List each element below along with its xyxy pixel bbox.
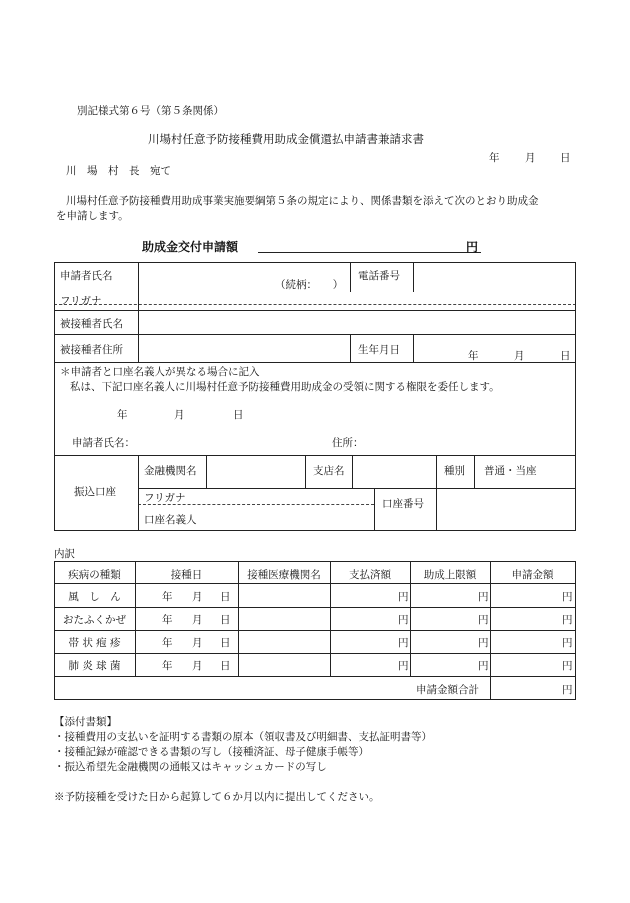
attachments-title: 【添付書類】: [54, 716, 117, 728]
header-disease: 疾病の種類: [68, 569, 121, 581]
amount-input[interactable]: [258, 236, 458, 252]
intro-line-2: を申請します。: [56, 210, 129, 222]
disease-rubella: 風 し ん: [68, 591, 121, 603]
branch-label: 支店名: [313, 465, 345, 477]
phone-label: 電話番号: [358, 270, 400, 282]
row-paid-unit: 円: [398, 591, 409, 603]
account-number-field[interactable]: [438, 490, 572, 528]
attachment-item: ・接種費用の支払いを証明する書類の原本（領収書及び明細書、支払証明書等）: [54, 731, 432, 743]
vaccinee-address-label: 被接種者住所: [60, 344, 123, 356]
date-day-label: 日: [560, 152, 571, 164]
bank-account-label: 振込口座: [74, 486, 116, 498]
account-number-label: 口座番号: [382, 498, 424, 510]
institution-label: 金融機関名: [144, 465, 197, 477]
row-request-unit: 円: [562, 660, 573, 672]
delegation-address: 住所：: [332, 437, 364, 449]
vaccinee-name-label: 被接種者氏名: [60, 318, 123, 330]
row-paid-unit: 円: [398, 637, 409, 649]
header-limit: 助成上限額: [423, 569, 477, 581]
submission-note: ※予防接種を受けた日から起算して６か月以内に提出してください。: [54, 791, 380, 803]
delegation-month: 月: [174, 409, 185, 421]
date-year-label: 年: [489, 152, 500, 164]
attachment-item: ・振込希望先金融機関の通帳又はキャッシュカードの写し: [54, 761, 327, 773]
account-type-label: 種別: [444, 465, 465, 477]
row-request-unit: 円: [562, 591, 573, 603]
account-holder-label: 口座名義人: [144, 514, 197, 526]
addressee: 川 場 村 長 宛て: [66, 165, 171, 177]
header-date: 接種日: [170, 569, 203, 581]
disease-mumps: おたふくかぜ: [63, 614, 126, 626]
row-day: 日: [220, 660, 231, 672]
form-number: 別記様式第６号（第５条関係）: [77, 105, 224, 117]
delegation-applicant-name: 申請者氏名：: [72, 437, 135, 449]
disease-shingles: 帯 状 疱 疹: [68, 637, 121, 649]
birth-month-label: 月: [514, 350, 525, 362]
row-year: 年: [162, 614, 173, 626]
bank-furigana-label: フリガナ: [144, 492, 186, 504]
breakdown-caption: 内訳: [54, 548, 75, 560]
delegation-text: 私は、下記口座名義人に川場村任意予防接種費用助成金の受領に関する権限を委任します。: [70, 381, 500, 393]
row-day: 日: [220, 637, 231, 649]
row-limit-unit: 円: [478, 660, 489, 672]
row-request-unit: 円: [562, 637, 573, 649]
birth-day-label: 日: [560, 350, 571, 362]
amount-label: 助成金交付申請額: [142, 240, 239, 254]
amount-underline: [258, 252, 481, 253]
row-month: 月: [192, 591, 203, 603]
birth-year-label: 年: [468, 350, 479, 362]
phone-field[interactable]: [416, 264, 572, 292]
applicant-name-label: 申請者氏名: [60, 270, 113, 282]
intro-line-1: 川場村任意予防接種費用助成事業実施要綱第５条の規定により、関係書類を添えて次のとおり助成金: [66, 195, 539, 207]
row-paid-unit: 円: [398, 614, 409, 626]
applicant-name-field[interactable]: [140, 264, 270, 292]
furigana-label: フリガナ: [60, 295, 102, 307]
delegation-year: 年: [117, 409, 128, 421]
account-type-value[interactable]: 普通・当座: [484, 465, 537, 477]
row-day: 日: [220, 591, 231, 603]
relation-label: （続柄： ）: [275, 279, 344, 291]
row-paid-unit: 円: [398, 660, 409, 672]
row-year: 年: [162, 591, 173, 603]
row-year: 年: [162, 660, 173, 672]
institution-field[interactable]: [208, 458, 302, 486]
attachment-item: ・接種記録が確認できる書類の写し（接種済証、母子健康手帳等）: [54, 746, 369, 758]
branch-field[interactable]: [354, 458, 434, 486]
row-month: 月: [192, 660, 203, 672]
form-title: 川場村任意予防接種費用助成金償還払申請書兼請求書: [148, 132, 424, 146]
amount-unit: 円: [466, 240, 479, 254]
row-year: 年: [162, 637, 173, 649]
header-clinic: 接種医療機関名: [247, 569, 321, 581]
row-month: 月: [192, 614, 203, 626]
vaccinee-address-field[interactable]: [140, 336, 346, 360]
header-paid: 支払済額: [349, 569, 391, 581]
row-month: 月: [192, 637, 203, 649]
row-limit-unit: 円: [478, 591, 489, 603]
row-limit-unit: 円: [478, 637, 489, 649]
total-unit: 円: [562, 684, 573, 696]
account-holder-field[interactable]: [208, 506, 370, 528]
delegation-note: ＊申請者と口座名義人が異なる場合に記入: [60, 366, 260, 378]
row-limit-unit: 円: [478, 614, 489, 626]
disease-pneumococcus: 肺 炎 球 菌: [68, 660, 121, 672]
delegation-day: 日: [233, 409, 244, 421]
date-month-label: 月: [525, 152, 536, 164]
birthdate-label: 生年月日: [358, 344, 400, 356]
row-day: 日: [220, 614, 231, 626]
vaccinee-name-field[interactable]: [140, 312, 572, 332]
row-request-unit: 円: [562, 614, 573, 626]
header-request: 申請金額: [511, 569, 554, 581]
total-label: 申請金額合計: [416, 684, 479, 696]
